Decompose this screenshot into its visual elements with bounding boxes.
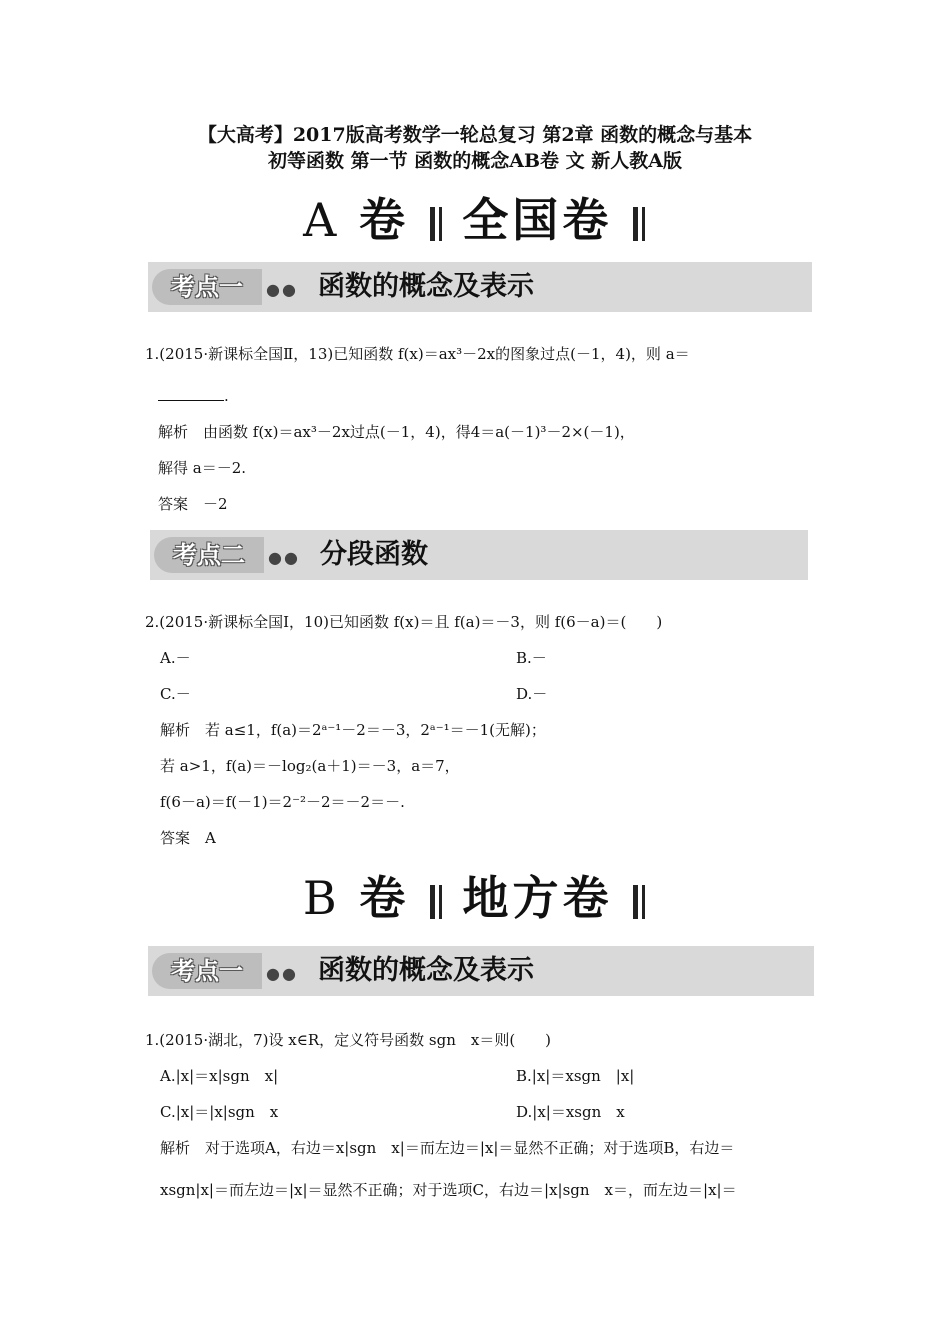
divider-bar-icon [439, 885, 442, 919]
section-a-name: 全国卷 [462, 193, 613, 247]
analysis-a2-line1: 解析 若 a≤1，f(a)＝2ᵃ⁻¹－2＝－3，2ᵃ⁻¹＝－1(无解)； [160, 721, 546, 739]
analysis-a1-line2: 解得 a＝－2. [158, 459, 247, 477]
analysis-b1-line2: xsgn|x|＝而左边＝|x|＝显然不正确；对于选项C，右边＝|x|sgn x＝，而左边＝|x|＝ [160, 1181, 737, 1199]
section-b-juan: 卷 [359, 871, 410, 925]
section-b-heading [0, 862, 950, 928]
topic-band-2 [150, 530, 808, 580]
topic-band-1 [148, 262, 812, 312]
question-text: 1.(2015·新课标全国Ⅱ，13)已知函数 f(x)＝ax³－2x的图象过点(－1，4)，则 a＝ [145, 345, 690, 363]
option-a: A.－ [160, 649, 191, 667]
analysis-a2-line3: f(6－a)＝f(－1)＝2⁻²－2＝－2＝－. [160, 793, 405, 811]
answer-a1: 答案 －2 [158, 495, 228, 513]
option-a: A.|x|＝x|sgn x| [160, 1067, 279, 1085]
analysis-a2-line2: 若 a>1，f(a)＝－log₂(a＋1)＝－3，a＝7， [160, 757, 460, 775]
divider-bar-icon [430, 207, 435, 241]
divider-bar-icon [642, 207, 645, 241]
topic-tag: 考点一 [152, 269, 262, 305]
topic-band-3 [148, 946, 814, 996]
answer-a2: 答案 A [160, 829, 216, 847]
analysis-a1: 解析 由函数 f(x)＝ax³－2x过点(－1，4)，得4＝a(－1)³－2×(－1)， [158, 423, 635, 441]
topic-title: 函数的概念及表示 [318, 955, 534, 986]
divider-bar-icon [642, 885, 645, 919]
option-d: D.|x|＝xsgn x [516, 1103, 625, 1121]
topic-tag: 考点二 [154, 537, 264, 573]
question-a1-stem [145, 344, 690, 364]
option-c: C.|x|＝|x|sgn x [160, 1103, 279, 1121]
option-b: B.－ [516, 649, 547, 667]
topic-tag: 考点一 [152, 953, 262, 989]
topic-title: 函数的概念及表示 [318, 271, 534, 302]
analysis-b1-line1: 解析 对于选项A，右边＝x|sgn x|＝而左边＝|x|＝显然不正确；对于选项B，右边＝ [160, 1139, 735, 1157]
option-c: C.－ [160, 685, 191, 703]
divider-bar-icon [430, 885, 435, 919]
divider-bar-icon [633, 885, 638, 919]
answer-blank [158, 386, 229, 406]
dots-icon: ●● [266, 280, 298, 299]
dots-icon: ●● [266, 964, 298, 983]
divider-bar-icon [439, 207, 442, 241]
option-b: B.|x|＝xsgn |x| [516, 1067, 635, 1085]
option-d: D.－ [516, 685, 548, 703]
question-a2-stem: 2.(2015·新课标全国Ⅰ，10)已知函数 f(x)＝且 f(a)＝－3，则 f(6－a)＝( ) [145, 613, 663, 631]
section-b-letter: B [302, 871, 341, 925]
question-b1-stem: 1.(2015·湖北，7)设 x∈R，定义符号函数 sgn x＝则( ) [145, 1031, 552, 1049]
divider-bar-icon [633, 207, 638, 241]
document-title-line1: 【大高考】2017版高考数学一轮总复习 第2章 函数的概念与基本 [197, 124, 753, 146]
topic-title: 分段函数 [320, 539, 428, 570]
document-title-line2: 初等函数 第一节 函数的概念AB卷 文 新人教A版 [267, 150, 682, 172]
dots-icon: ●● [268, 548, 300, 567]
blank-line [158, 386, 224, 401]
section-b-name: 地方卷 [462, 871, 613, 925]
period: . [224, 387, 229, 405]
section-a-heading [0, 184, 950, 250]
section-a-letter: A [303, 193, 341, 247]
section-a-juan: 卷 [358, 193, 409, 247]
